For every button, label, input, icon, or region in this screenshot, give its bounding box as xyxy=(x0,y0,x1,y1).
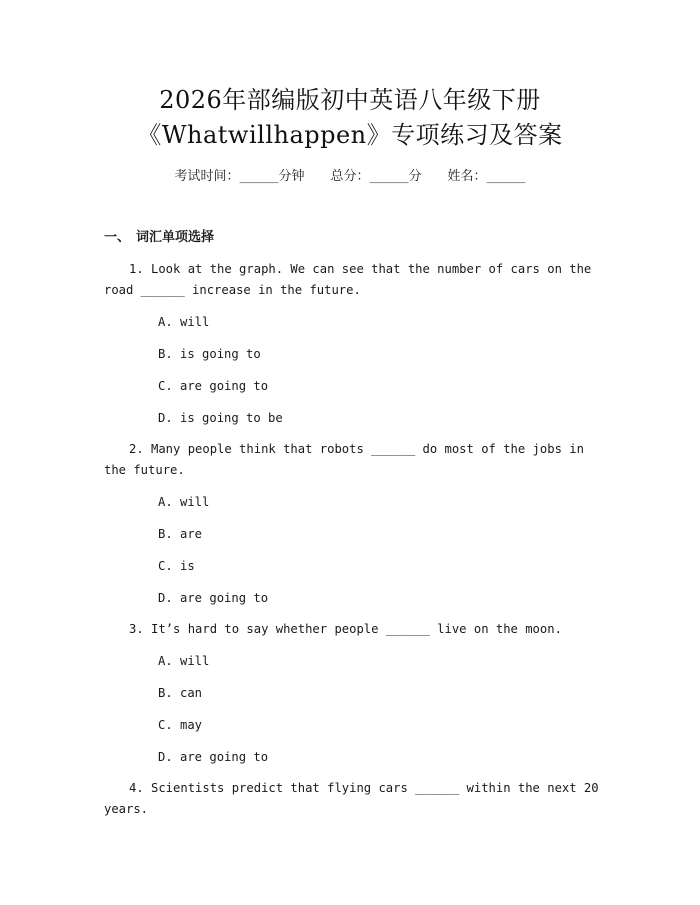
question-2-option-a: A. will xyxy=(158,495,210,509)
question-2-option-c: C. is xyxy=(158,559,195,573)
question-1-option-c: C. are going to xyxy=(158,379,269,393)
exam-meta xyxy=(0,168,700,186)
question-4-text: 4. Scientists predict that flying cars ______ within the next 20 years. xyxy=(104,781,599,816)
question-1-text: 1. Look at the graph. We can see that the number of cars on the road ______ increase in the future. xyxy=(104,262,592,297)
question-3-option-c: C. may xyxy=(158,718,203,732)
section-title: 词汇单项选择 xyxy=(136,230,215,245)
question-1-option-b: B. is going to xyxy=(158,347,261,361)
question-2-text: 2. Many people think that robots ______ do most of the jobs in the future. xyxy=(104,442,584,477)
question-3-option-b: B. can xyxy=(158,686,203,700)
exam-name-field: 姓名：______ xyxy=(447,169,526,184)
section-heading xyxy=(104,229,214,247)
question-2-option-b: B. are xyxy=(158,527,203,541)
exam-time-field: 考试时间：______分钟 xyxy=(174,169,305,184)
question-1-option-a: A. will xyxy=(158,315,210,329)
document-title-line1: 2026年部编版初中英语八年级下册 xyxy=(159,86,541,114)
question-2-option-d: D. are going to xyxy=(158,591,269,605)
section-number: 一、 xyxy=(104,230,131,245)
document-title-line2: 《Whatwillhappen》专项练习及答案 xyxy=(137,121,563,149)
question-3-option-d: D. are going to xyxy=(158,750,269,764)
question-1-option-d: D. is going to be xyxy=(158,411,283,425)
exam-score-field: 总分：______分 xyxy=(330,169,422,184)
question-3-option-a: A. will xyxy=(158,654,210,668)
question-3-text: 3. It’s hard to say whether people ______ live on the moon. xyxy=(129,622,562,636)
